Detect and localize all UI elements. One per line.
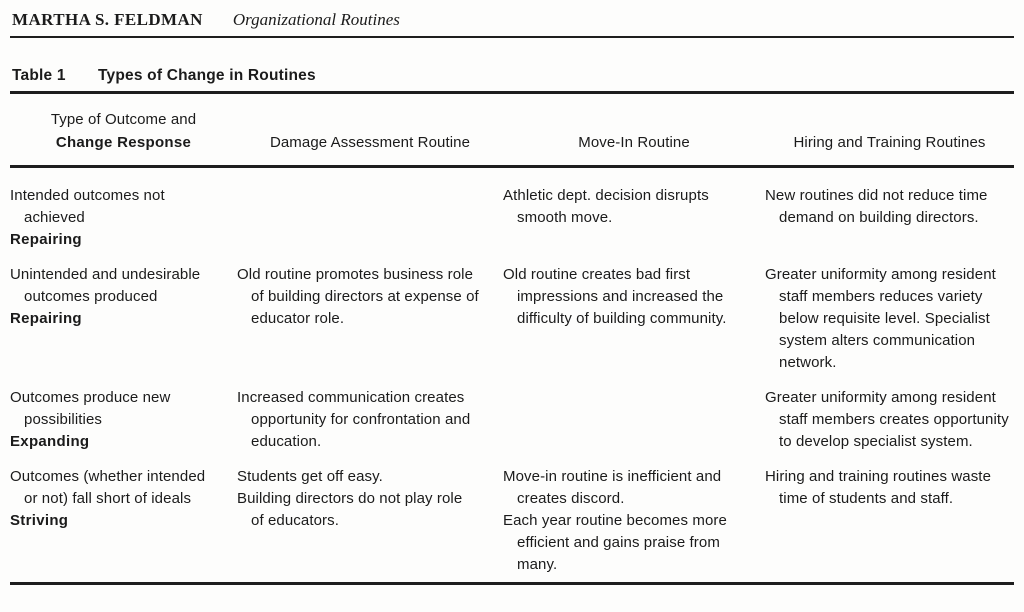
cell-paragraph: Greater uniformity among resident staff members creates opportunity to develop specialist system. [765, 389, 1009, 450]
table-body [10, 168, 1014, 576]
column-header-damage-assessment: Damage Assessment Routine [269, 134, 471, 151]
cell-paragraph: Greater uniformity among resident staff members reduces variety below requisite level. Specialist system alters communication network. [765, 266, 996, 371]
table-row-striving [10, 466, 1014, 576]
change-response-label: Expanding [10, 433, 90, 450]
change-response-label: Repairing [10, 310, 82, 327]
column-header-line2: Change Response [55, 134, 192, 151]
cell-outcome-response [10, 387, 237, 453]
cell-outcome-response [10, 185, 237, 251]
outcome-text: Unintended and undesirable outcomes produced [10, 266, 201, 305]
cell-paragraph: Move-in routine is inefficient and creates discord. [503, 468, 722, 507]
outcome-text: Outcomes produce new possibilities [10, 389, 171, 428]
column-header-move-in: Move-In Routine [578, 134, 690, 151]
outcome-text: Intended outcomes not achieved [10, 187, 165, 226]
cell-damage-assessment [237, 185, 503, 251]
table-title: Types of Change in Routines [98, 67, 316, 84]
cell-move-in [503, 185, 765, 251]
cell-hiring-training [765, 264, 1014, 374]
table-header-row [10, 94, 1014, 165]
column-header-line1: Type of Outcome and [50, 111, 197, 128]
column-header-change-response [10, 108, 237, 154]
work-title: Organizational Routines [232, 10, 400, 29]
cell-hiring-training [765, 387, 1014, 453]
cell-paragraph: Students get off easy. [237, 468, 383, 485]
cell-outcome-response [10, 264, 237, 374]
cell-paragraph: Each year routine becomes more efficient and gains praise from many. [503, 512, 727, 573]
cell-damage-assessment [237, 387, 503, 453]
table-row-expanding [10, 387, 1014, 453]
cell-paragraph: Increased communication creates opportunity for confrontation and education. [237, 389, 471, 450]
cell-paragraph: Athletic dept. decision disrupts smooth move. [503, 187, 709, 226]
cell-hiring-training [765, 466, 1014, 576]
cell-paragraph: Hiring and training routines waste time of students and staff. [765, 468, 992, 507]
change-response-label: Repairing [10, 231, 82, 248]
table-row-repairing-1 [10, 185, 1014, 251]
cell-paragraph: Old routine promotes business role of building directors at expense of educator role. [237, 266, 479, 327]
table-label: Table 1 [12, 67, 66, 84]
table-row-repairing-2 [10, 264, 1014, 374]
cell-paragraph: Old routine creates bad first impressions and increased the difficulty of building community. [503, 266, 727, 327]
cell-move-in [503, 387, 765, 453]
cell-move-in [503, 466, 765, 576]
cell-damage-assessment [237, 466, 503, 576]
cell-hiring-training [765, 185, 1014, 251]
header-divider [10, 36, 1014, 38]
author-name: MARTHA S. FELDMAN [12, 10, 203, 29]
change-response-label: Striving [10, 512, 69, 529]
table-bottom-divider [10, 582, 1014, 585]
column-header-hiring-training: Hiring and Training Routines [793, 134, 986, 151]
cell-paragraph: Building directors do not play role of educators. [237, 490, 463, 529]
cell-paragraph: New routines did not reduce time demand on building directors. [765, 187, 988, 226]
outcome-text: Outcomes (whether intended or not) fall short of ideals [10, 468, 206, 507]
table-caption [10, 67, 1014, 85]
cell-move-in [503, 264, 765, 374]
running-header [10, 10, 1014, 30]
cell-damage-assessment [237, 264, 503, 374]
cell-outcome-response [10, 466, 237, 576]
